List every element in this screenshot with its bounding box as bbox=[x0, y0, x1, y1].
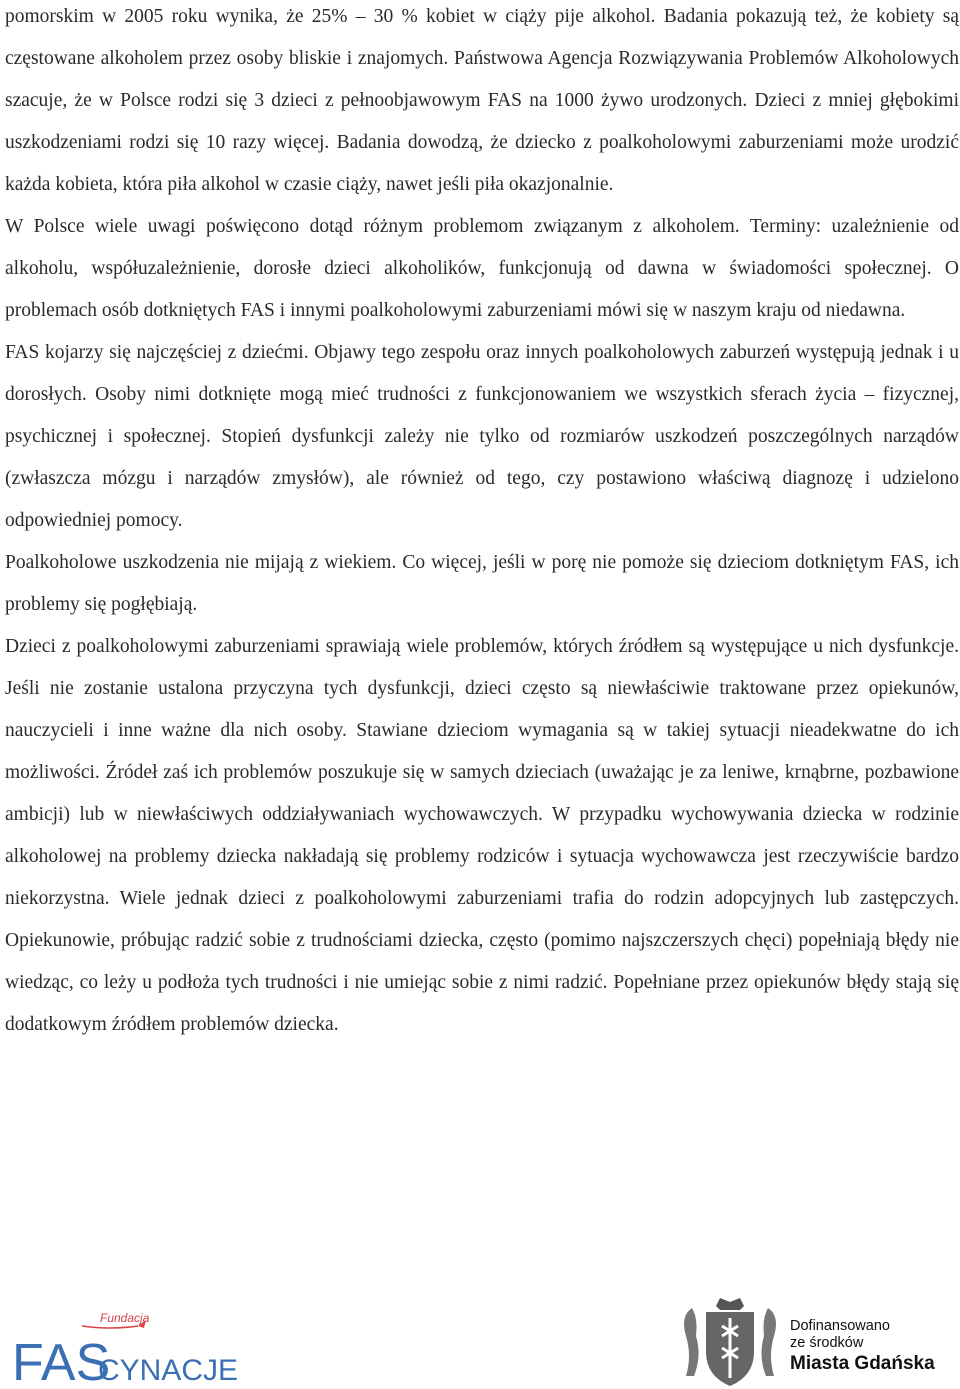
logo-small-text: Fundacja bbox=[100, 1311, 150, 1325]
sponsor-line-3: Miasta Gdańska bbox=[790, 1353, 935, 1374]
paragraph: FAS kojarzy się najczęściej z dziećmi. Objawy tego zespołu oraz innych poalkoholowych zaburzeń występują jednak i u dorosłych. Osoby nimi dotknięte mogą mieć trudności z funkcjonowaniem we wszystkich sferach życia – fizycznej, psychicznej i społecznej. Stopień dysfunkcji zależy nie tylko od rozmiarów uszkodzeń poszczególnych narządów (zwłaszcza mózgu i narządów zmysłów), ale również od tego, czy postawiono właściwą diagnozę i udzielono odpowiedniej pomocy. bbox=[5, 342, 959, 531]
logo-main-left: FAS bbox=[12, 1334, 111, 1389]
gdansk-coat-of-arms-icon bbox=[676, 1296, 784, 1389]
sponsor-line-1: Dofinansowano bbox=[790, 1318, 890, 1334]
paragraph: pomorskim w 2005 roku wynika, że 25% – 30 % kobiet w ciąży pije alkohol. Badania pokazują też, że kobiety są częstowane alkoholem przez osoby bliskie i znajomych. Państwowa Agencja Rozwiązywania Problemów Alkoholowych szacuje, że w Polsce rodzi się 3 dzieci z pełnoobjawowym FAS na 1000 żywo urodzonych. Dzieci z mniej głębokimi uszkodzeniami rodzi się 10 razy więcej. Badania dowodzą, że dziecko z poalkoholowymi zaburzeniami może urodzić każda kobieta, która piła alkohol w czasie ciąży, nawet jeśli piła okazjonalnie. bbox=[5, 6, 959, 195]
page-footer bbox=[0, 1296, 960, 1389]
logo-main-right: CYNACJE bbox=[98, 1354, 239, 1387]
fundacja-fascynacje-logo bbox=[12, 1300, 239, 1389]
sponsor-text bbox=[790, 1318, 960, 1376]
article-body bbox=[5, 0, 959, 1046]
paragraph: Dzieci z poalkoholowymi zaburzeniami sprawiają wiele problemów, których źródłem są występujące u nich dysfunkcje. Jeśli nie zostanie ustalona przyczyna tych dysfunkcji, dzieci często są niewłaściwie traktowane przez opiekunów, nauczycieli i inne ważne dla nich osoby. Stawiane dzieciom wymagania są w takiej sytuacji nieadekwatne do ich możliwości. Źródeł zaś ich problemów poszukuje się w samych dzieciach (uważając je za leniwe, krnąbrne, pozbawione ambicji) lub w niewłaściwych oddziaływaniach wychowawczych. W przypadku wychowywania dziecka w rodzinie alkoholowej na problemy dziecka nakładają się problemy rodziców i sytuacja wychowawcza jest rzeczywiście bardzo niekorzystna. Wiele jednak dzieci z poalkoholowymi zaburzeniami trafia do rodzin adopcyjnych lub zastępczych. Opiekunowie, próbując radzić sobie z trudnościami dziecka, często (pomimo najszczerszych chęci) popełniają błędy nie wiedząc, co leży u podłoża tych trudności i nie umiejąc sobie z nimi radzić. Popełniane przez opiekunów błędy stają się dodatkowym źródłem problemów dziecka. bbox=[5, 636, 959, 1035]
paragraph: Poalkoholowe uszkodzenia nie mijają z wiekiem. Co więcej, jeśli w porę nie pomoże się dzieciom dotkniętym FAS, ich problemy się pogłębiają. bbox=[5, 552, 959, 615]
paragraph: W Polsce wiele uwagi poświęcono dotąd różnym problemom związanym z alkoholem. Terminy: uzależnienie od alkoholu, współuzależnienie, dorosłe dzieci alkoholików, funkcjonują od dawna w świadomości społecznej. O problemach osób dotkniętych FAS i innymi poalkoholowymi zaburzeniami mówi się w naszym kraju od niedawna. bbox=[5, 216, 959, 321]
sponsor-line-2: ze środków bbox=[790, 1335, 864, 1351]
